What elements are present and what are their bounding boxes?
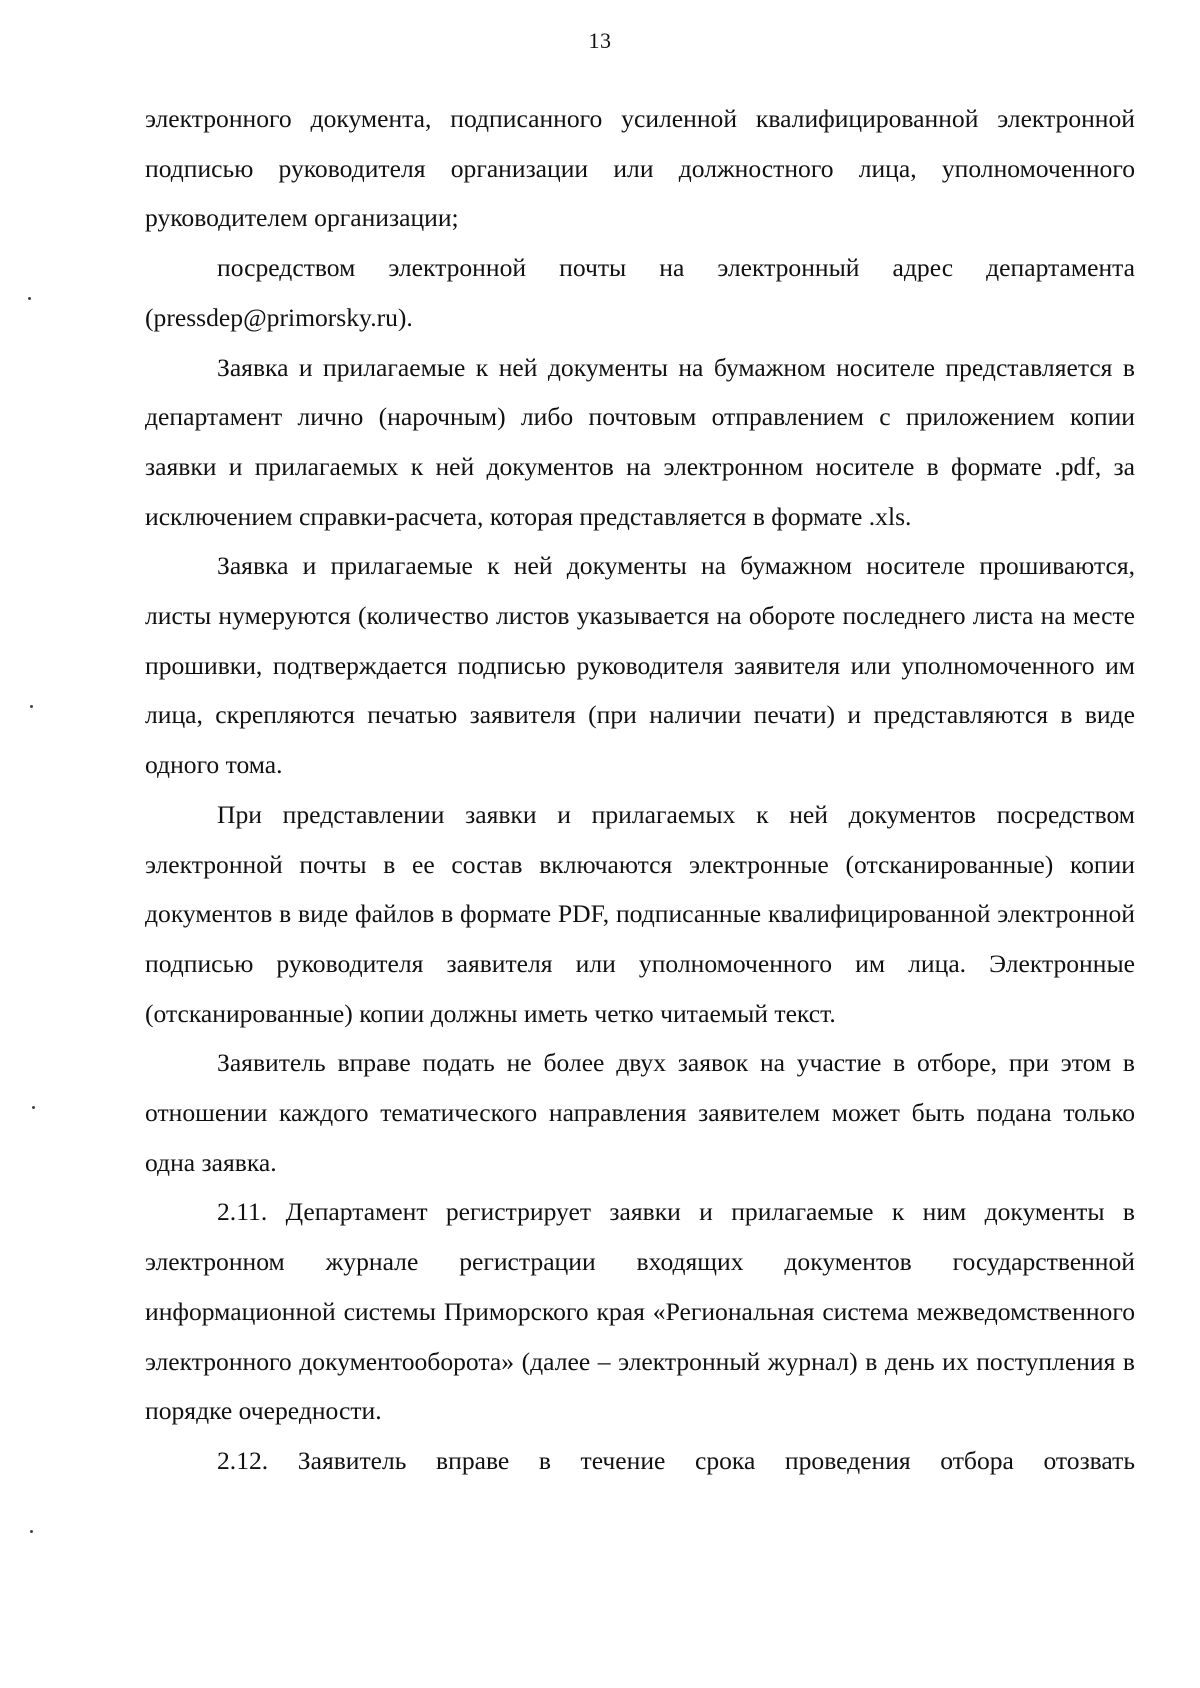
- page-number: 13: [588, 28, 612, 53]
- margin-mark: [32, 1106, 35, 1109]
- document-body: [145, 94, 1135, 1486]
- margin-mark: [28, 297, 31, 300]
- paragraph-paper-submission: Заявка и прилагаемые к ней документы на бумажном носителе представляется в департамент лично (нарочным) либо почтовым отправлением с приложением копии заявки и прилагаемых к ней документов на электронном носителе в формате .pdf, за исключением справки-расчета, которая представляется в формате .xls.: [145, 352, 1135, 531]
- margin-mark: [30, 1530, 33, 1533]
- paragraph-electronic-copies: При представлении заявки и прилагаемых к ней документов посредством электронной почты в ее состав включаются электронные (отсканированные) копии документов в виде файлов в формате PDF, подписанные квалифицированной электронной подписью руководителя заявителя или уполномоченного им лица. Электронные (отсканированные) копии должны иметь четко читаемый текст.: [145, 799, 1135, 1028]
- margin-mark: [30, 705, 33, 708]
- paragraph-clause-2-12: 2.12. Заявитель вправе в течение срока проведения отбора отозвать: [217, 1445, 1135, 1475]
- paragraph-email-submission: посредством электронной почты на электронный адрес департамента (pressdep@primorsky.ru).: [145, 253, 1135, 332]
- paragraph-limit: Заявитель вправе подать не более двух заявок на участие в отборе, при этом в отношении каждого тематического направления заявителем может быть подана только одна заявка.: [145, 1048, 1135, 1177]
- paragraph-continuation: электронного документа, подписанного усиленной квалифицированной электронной подписью руководителя организации или должностного лица, уполномоченного руководителем организации;: [145, 104, 1135, 233]
- paragraph-binding: Заявка и прилагаемые к ней документы на бумажном носителе прошиваются, листы нумеруются (количество листов указывается на обороте последнего листа на месте прошивки, подтверждается подписью руководителя заявителя или уполномоченного им лица, скрепляются печатью заявителя (при наличии печати) и представляются в виде одного тома.: [145, 551, 1135, 780]
- paragraph-clause-2-11: 2.11. Департамент регистрирует заявки и прилагаемые к ним документы в электронном журнале регистрации входящих документов государственной информационной системы Приморского края «Региональная система межведомственного электронного документооборота» (далее – электронный журнал) в день их поступления в порядке очередности.: [145, 1197, 1135, 1426]
